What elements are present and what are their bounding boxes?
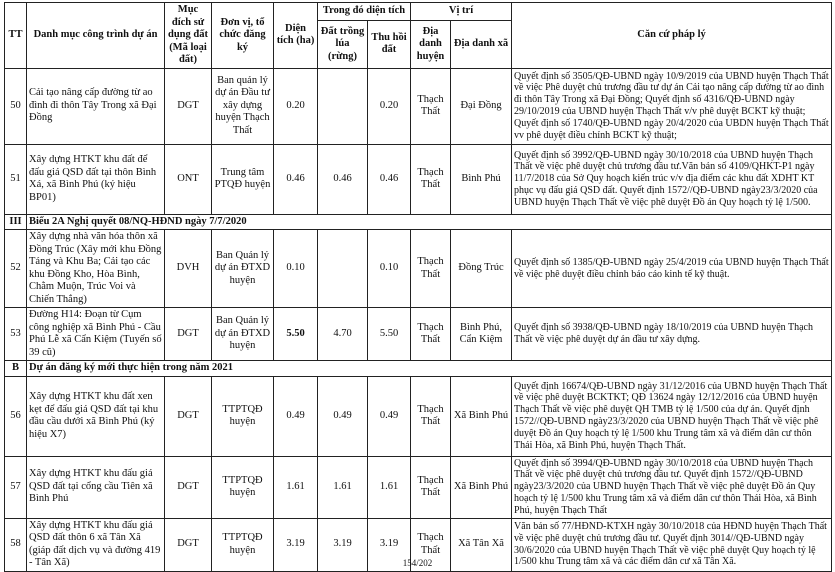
cell-project: Đường H14: Đoạn từ Cụm công nghiệp xã Bình Phú - Cầu Phú Lễ xã Cẩn Kiệm (Tuyến số 39 cũ) (27, 308, 165, 361)
cell-recover: 0.49 (368, 376, 411, 456)
cell-tt: 56 (5, 376, 27, 456)
cell-area: 0.49 (274, 376, 318, 456)
header-row-1 (5, 3, 832, 21)
cell-purpose: DGT (165, 308, 212, 361)
table-row (5, 144, 832, 214)
cell-legal: Quyết định số 1385/QĐ-UBND ngày 25/4/2019 của UBND huyện Thạch Thất về việc phê duyệt điều chỉnh báo cáo kinh tế kỹ thuật. (512, 230, 832, 308)
cell-legal: Quyết định số 3505/QĐ-UBND ngày 10/9/2019 của UBND huyện Thạch Thất về việc Phê duyệt chủ trương đầu tư dự án Cải tạo nâng cấp đường từ ao đình đi thôn Tây Trong xã Đại Đồng; Quyết định số 4316/QĐ-UBND ngày 29/10/2019 của UBND huyện Thạch Thất v/v phê duyệt BCKT kỹ thuật; Quyết định số 1740/QĐ-UBND ngày 20/4/2020 của UBDN huyện Thạch Thất vv phê duyệt điều chỉnh BCKT kỹ thuật; (512, 68, 832, 144)
header-recover: Thu hồi đất (368, 21, 411, 68)
cell-area: 3.19 (274, 518, 318, 571)
cell-purpose: ONT (165, 144, 212, 214)
cell-rice: 3.19 (318, 518, 368, 571)
header-commune: Địa danh xã (451, 21, 512, 68)
header-area: Diện tích (ha) (274, 3, 318, 69)
cell-district: Thạch Thất (411, 230, 451, 308)
header-project: Danh mục công trình dự án (27, 3, 165, 69)
section-title: Biểu 2A Nghị quyết 08/NQ-HĐND ngày 7/7/2020 (27, 214, 832, 230)
cell-legal: Quyết định số 3992/QĐ-UBND ngày 30/10/2018 của UBND huyện Thạch Thất về việc phê duyệt chủ trương đầu tư.Văn bản số 4109/QHKT-P1 ngày 11/7/2018 của Sở Quy hoạch kiến trúc v/v địa điểm các khu đất XDHT KT phục vụ đấu giá QSD đất. Quyết định 1572//QĐ-UBND ngày23/3/2020 của UBND huyện Thạch Thất về việc phê duyệt Đồ án Quy hoạch tỷ lệ 1/500. (512, 144, 832, 214)
cell-tt: 53 (5, 308, 27, 361)
cell-recover: 3.19 (368, 518, 411, 571)
cell-purpose: DGT (165, 68, 212, 144)
cell-unit: Trung tâm PTQĐ huyện (212, 144, 274, 214)
cell-legal: Quyết định số 3994/QĐ-UBND ngày 30/10/2018 của UBND huyện Thạch Thất về việc phê duyệt chủ trương đầu tư. Quyết định 1572//QĐ-UBND ngày23/3/2020 của UBND huyện Thạch Thất về việc phê duyệt Đồ án Quy hoạch tỷ lệ 1/500 khu Trung tâm xã và điểm dân cư thôn Thái Hòa, xã Bình Phú, huyện Thạch Thất (512, 456, 832, 518)
cell-area: 5.50 (274, 308, 318, 361)
page-number: 154/202 (402, 558, 433, 568)
cell-rice: 0.46 (318, 144, 368, 214)
cell-commune: Xã Bình Phú (451, 376, 512, 456)
cell-commune: Bình Phú (451, 144, 512, 214)
cell-district: Thạch Thất (411, 308, 451, 361)
cell-commune: Đại Đồng (451, 68, 512, 144)
cell-unit: TTPTQĐ huyện (212, 456, 274, 518)
cell-recover: 5.50 (368, 308, 411, 361)
cell-legal: Quyết định số 3938/QĐ-UBND ngày 18/10/2019 của UBND huyện Thạch Thất về việc phê duyệt dự án đầu tư xây dựng. (512, 308, 832, 361)
section-title: Dự án đăng ký mới thực hiện trong năm 2021 (27, 361, 832, 377)
cell-project: Xây dựng HTKT khu đất xen kẹt để đấu giá QSD đất tại khu đầu cầu dưới xã Bình Phú (ký hiệu X7) (27, 376, 165, 456)
cell-unit: Ban quản lý dự án Đầu tư xây dựng huyện Thạch Thất (212, 68, 274, 144)
table-row (5, 376, 832, 456)
cell-purpose: DGT (165, 518, 212, 571)
cell-recover: 0.46 (368, 144, 411, 214)
cell-recover: 0.10 (368, 230, 411, 308)
cell-legal: Quyết định 16674/QĐ-UBND ngày 31/12/2016 của UBND huyện Thạch Thất về việc phê duyệt BCKTKT; QĐ 13624 ngày 12/12/2016 của UBND huyện Thạch Thất về việc phê duyệt QH TMB tỷ lệ 1/500 của dự án. Quyết định 1572//QĐ-UBND ngày23/3/2020 của UBND huyện Thạch Thất về việc phê duyệt Đồ án Quy hoạch tỷ lệ 1/500 khu Trung tâm xã và điểm dân cư thôn Thái Hòa, xã Bình Phú, huyện Thạch Thất. (512, 376, 832, 456)
cell-commune: Xã Tân Xã (451, 518, 512, 571)
cell-district: Thạch Thất (411, 68, 451, 144)
cell-commune: Bình Phú, Cẩn Kiệm (451, 308, 512, 361)
cell-purpose: DGT (165, 376, 212, 456)
table-body (5, 68, 832, 571)
header-purpose: Mục đích sử dụng đất (Mã loại đất) (165, 3, 212, 69)
section-row (5, 214, 832, 230)
header-unit: Đơn vị, tổ chức đăng ký (212, 3, 274, 69)
table-row (5, 456, 832, 518)
cell-area: 0.10 (274, 230, 318, 308)
table-row (5, 230, 832, 308)
cell-tt: 52 (5, 230, 27, 308)
cell-project: Xây dựng HTKT khu đất để đấu giá QSD đất tại thôn Bình Xá, xã Bình Phú (ký hiệu BP01) (27, 144, 165, 214)
cell-recover: 1.61 (368, 456, 411, 518)
cell-tt: 57 (5, 456, 27, 518)
cell-unit: Ban Quản lý dự án ĐTXD huyện (212, 308, 274, 361)
cell-district: Thạch Thất (411, 456, 451, 518)
cell-unit: TTPTQĐ huyện (212, 518, 274, 571)
cell-commune: Đồng Trúc (451, 230, 512, 308)
cell-tt: 58 (5, 518, 27, 571)
cell-unit: TTPTQĐ huyện (212, 376, 274, 456)
header-tt: TT (5, 3, 27, 69)
cell-district: Thạch Thất (411, 376, 451, 456)
cell-commune: Xã Bình Phú (451, 456, 512, 518)
cell-project: Xây dựng nhà văn hóa thôn xã Đồng Trúc (Xây mới khu Đồng Táng và Khu Ba; Cải tạo các khu Đồng Kho, Hòa Bình, Chằm Muộn, Trúc Voi và Chiến Thắng) (27, 230, 165, 308)
cell-project: Xây dựng HTKT khu đấu giá QSD đất tại cổng cầu Tiên xã Bình Phú (27, 456, 165, 518)
cell-purpose: DGT (165, 456, 212, 518)
table-row (5, 308, 832, 361)
cell-rice: 0.49 (318, 376, 368, 456)
cell-area: 1.61 (274, 456, 318, 518)
cell-recover: 0.20 (368, 68, 411, 144)
cell-tt: 51 (5, 144, 27, 214)
header-group-location: Vị trí (411, 3, 512, 21)
cell-legal: Văn bản số 77/HĐND-KTXH ngày 30/10/2018 của HĐND huyện Thạch Thất về việc phê duyệt chủ trương đầu tư. Quyết định 3014//QĐ-UBND ngày 30/6/2020 của UBND huyện Thạch Thất về việc phê duyệt Quy hoạch tỷ lệ 1/500 khu Trung tâm xã và các điểm dân cư xã Tân Xã. (512, 518, 832, 571)
header-group-in: Trong đó diện tích (318, 3, 411, 21)
cell-project: Xây dựng HTKT khu đấu giá QSD đất thôn 6 xã Tân Xã (giáp đất dịch vụ và đường 419 - Tân Xã) (27, 518, 165, 571)
cell-district: Thạch Thất (411, 518, 451, 571)
cell-rice (318, 68, 368, 144)
header-legal: Căn cứ pháp lý (512, 3, 832, 69)
cell-project: Cải tạo nâng cấp đường từ ao đình đi thôn Tây Trong xã Đại Đồng (27, 68, 165, 144)
cell-purpose: DVH (165, 230, 212, 308)
section-number: B (5, 361, 27, 377)
section-row (5, 361, 832, 377)
section-number: III (5, 214, 27, 230)
cell-area: 0.20 (274, 68, 318, 144)
cell-rice: 1.61 (318, 456, 368, 518)
land-use-table (4, 2, 832, 572)
cell-tt: 50 (5, 68, 27, 144)
cell-district: Thạch Thất (411, 144, 451, 214)
cell-rice (318, 230, 368, 308)
header-district: Địa danh huyện (411, 21, 451, 68)
table-row (5, 68, 832, 144)
cell-unit: Ban Quản lý dự án ĐTXD huyện (212, 230, 274, 308)
document-page (4, 2, 831, 572)
header-rice: Đất trồng lúa (rừng) (318, 21, 368, 68)
cell-rice: 4.70 (318, 308, 368, 361)
cell-area: 0.46 (274, 144, 318, 214)
